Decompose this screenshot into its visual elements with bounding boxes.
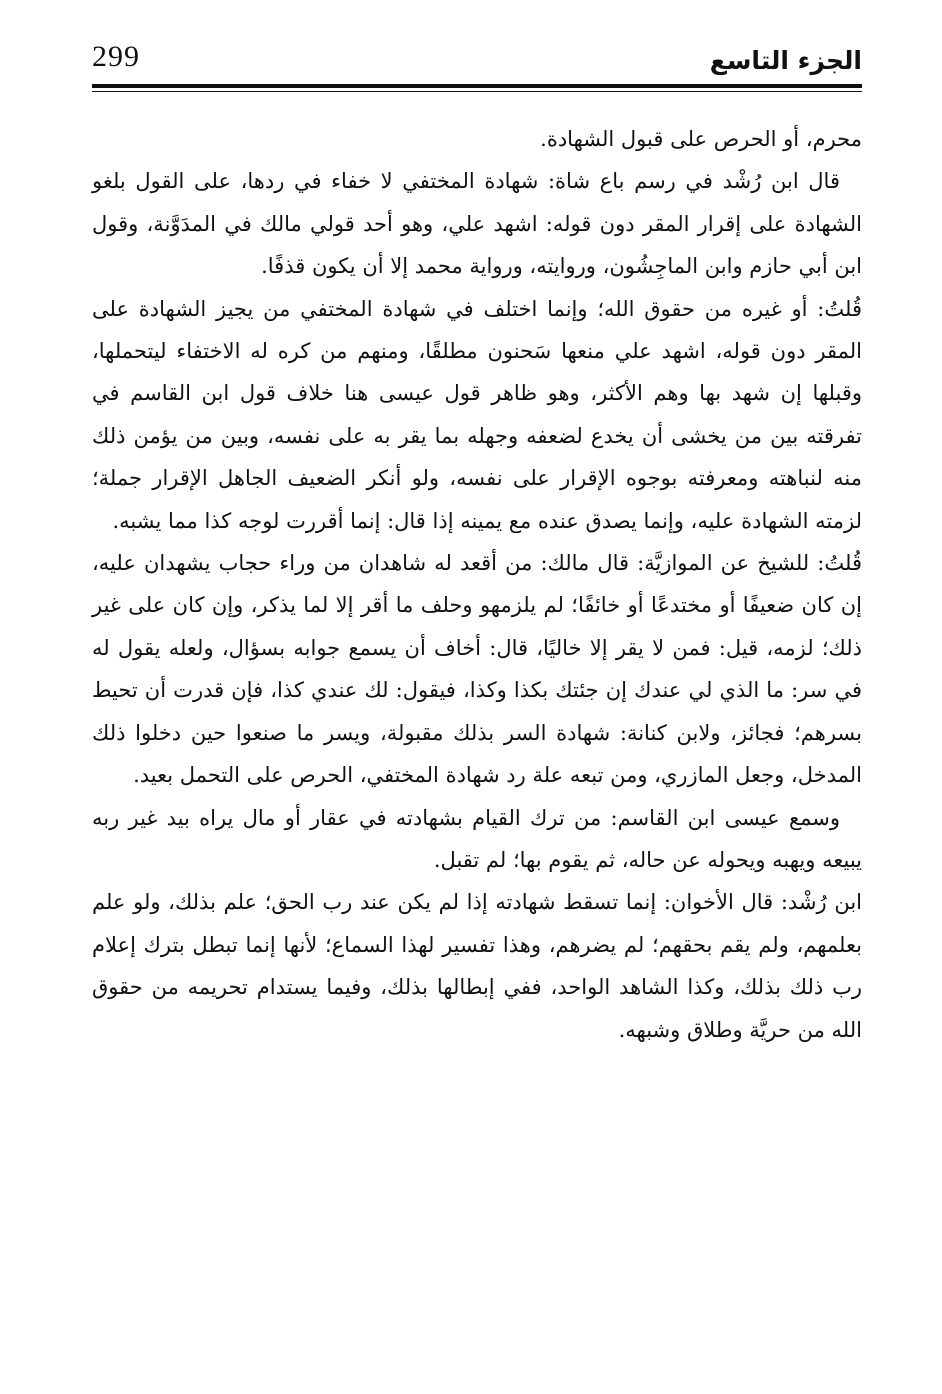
paragraph-2: قال ابن رُشْد في رسم باع شاة: شهادة المختفي لا خفاء في ردها، على القول بلغو الشهادة على إقرار المقر دون قوله: اشهد علي، وهو أحد قولي مالك في المدَوَّنة، وقول ابن أبي حازم وابن الماجِشُون، وروايته، ورواية محمد إلا أن يكون قذفًا. — [92, 169, 862, 279]
paragraph-4: قُلتُ: للشيخ عن الموازيَّة: قال مالك: من أقعد له شاهدان من وراء حجاب يشهدان عليه، إن كان ضعيفًا أو مختدعًا أو خائفًا؛ لم يلزمهو وحلف ما أقر إلا لما يذكر، وإن كان على غير ذلك؛ لزمه، قيل: فمن لا يقر إلا خاليًا، قال: أخاف أن يسمع جوابه بسؤال، ولعله يقول له في سر: ما الذي لي عندك إن جئتك بكذا وكذا، فيقول: لك عندي كذا، فإن قدرت أن تحيط بسرهم؛ فجائز، ولابن كنانة: شهادة السر بذلك مقبولة، ويسر ما صنعوا حين دخلوا ذلك المدخل، وجعل المازري، ومن تبعه علة رد شهادة المختفي، الحرص على التحمل بعيد. — [92, 551, 862, 788]
paragraph-6: ابن رُشْد: قال الأخوان: إنما تسقط شهادته إذا لم يكن عند رب الحق؛ علم بذلك، ولو علم بعلمهم، ولم يقم بحقهم؛ لم يضرهم، وهذا تفسير لهذا السماع؛ لأنها إنما تبطل بترك إعلام رب ذلك بذلك، وكذا الشاهد الواحد، ففي إبطالها بذلك، وفيما يستدام تحريمه من حقوق الله من حريَّة وطلاق وشبهه. — [92, 890, 862, 1042]
paragraph-1: محرم، أو الحرص على قبول الشهادة. — [540, 127, 862, 151]
body-text — [92, 118, 862, 1051]
header-rule-thick — [92, 84, 862, 88]
paragraph-5: وسمع عيسى ابن القاسم: من ترك القيام بشهادته في عقار أو مال يراه بيد غير ربه يبيعه ويهبه ويحوله عن حاله، ثم يقوم بها؛ لم تقبل. — [92, 805, 862, 872]
page-header — [92, 36, 862, 86]
page-number: 299 — [92, 40, 140, 73]
running-title: الجزء التاسع — [709, 46, 862, 75]
header-rule-thin — [92, 91, 862, 92]
paragraph-3: قُلتُ: أو غيره من حقوق الله؛ وإنما اختلف في شهادة المختفي من يجيز الشهادة على المقر دون قوله، اشهد علي منعها سَحنون مطلقًا، ومنهم من كره له الاختفاء ليتحملها، وقبلها إن شهد بها وهم الأكثر، وهو ظاهر قول عيسى هنا خلاف قول ابن القاسم في تفرقته بين من يخشى أن يخدع لضعفه وجهله بما يقر به على نفسه، وبين من يؤمن ذلك منه لنباهته ومعرفته بوجوه الإقرار على نفسه، ولو أنكر الضعيف الجاهل الإقرار جملة؛ لزمته الشهادة عليه، وإنما يصدق عنده مع يمينه إذا قال: إنما أقررت لوجه كذا مما يشبه. — [92, 296, 862, 533]
